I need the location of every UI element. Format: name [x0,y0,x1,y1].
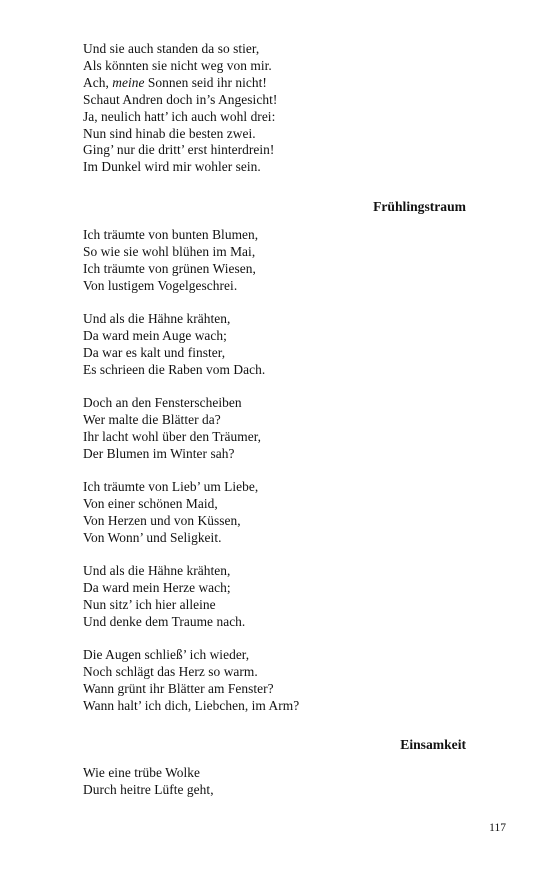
verse-line: Von einer schönen Maid, [83,495,218,511]
verse-line: Und sie auch standen da so stier, [83,41,260,56]
verse-line: Wer malte die Blätter da? [83,411,221,427]
verse-line: Ihr lacht wohl über den Träumer, [83,428,262,444]
verse-line: Nun sitz’ ich hier alleine [83,596,216,612]
poem-stanza [83,479,483,547]
poem-stanza [83,311,483,379]
verse-line: Doch an den Fensterscheiben [83,395,242,410]
poem-stanza [83,765,483,799]
poem-title: Einsamkeit [400,737,466,752]
verse-line-with-emphasis: Ach, meine Sonnen seid ihr nicht! [83,74,267,90]
verse-line: Es schrieen die Raben vom Dach. [83,361,266,377]
verse-line: Der Blumen im Winter sah? [83,445,235,461]
poem-title: Frühlingstraum [373,199,466,214]
verse-line: Ich träumte von grünen Wiesen, [83,260,256,276]
verse-line: Da war es kalt und finster, [83,344,226,360]
verse-line: Durch heitre Lüfte geht, [83,781,214,797]
verse-line: Von lustigem Vogelgeschrei. [83,277,238,293]
verse-line: Und als die Hähne krähten, [83,563,231,578]
verse-line: Schaut Andren doch in’s Angesicht! [83,91,278,107]
poem-stanza [83,647,483,715]
verse-line: Ja, neulich hatt’ ich auch wohl drei: [83,108,276,124]
verse-line: Von Wonn’ und Seligkeit. [83,529,222,545]
verse-line: Als könnten sie nicht weg von mir. [83,57,272,73]
emphasized-word: meine [112,74,145,90]
verse-line: Da ward mein Auge wach; [83,327,227,343]
poem-continuation [83,41,483,176]
verse-line: Die Augen schließ’ ich wieder, [83,647,250,662]
verse-line: Wann grünt ihr Blätter am Fenster? [83,680,274,696]
verse-line: Im Dunkel wird mir wohler sein. [83,159,261,175]
verse-line: Wie eine trübe Wolke [83,765,201,780]
page-number: 117 [489,822,506,834]
poem-stanza [83,395,483,463]
verse-line: Da ward mein Herze wach; [83,579,231,595]
verse-line: Nun sind hinab die besten zwei. [83,125,256,141]
verse-line: Und als die Hähne krähten, [83,311,231,326]
poem-stanza [83,227,483,295]
verse-line: Und denke dem Traume nach. [83,613,246,629]
verse-line: Ich träumte von bunten Blumen, [83,227,259,242]
verse-line: Noch schlägt das Herz so warm. [83,663,258,679]
verse-line: Ging’ nur die dritt’ erst hinterdrein! [83,142,275,158]
verse-line: So wie sie wohl blühen im Mai, [83,243,256,259]
poem-stanza [83,563,483,631]
verse-line: Von Herzen und von Küssen, [83,512,241,528]
verse-line: Wann halt’ ich dich, Liebchen, im Arm? [83,697,300,713]
verse-line: Ich träumte von Lieb’ um Liebe, [83,479,259,494]
